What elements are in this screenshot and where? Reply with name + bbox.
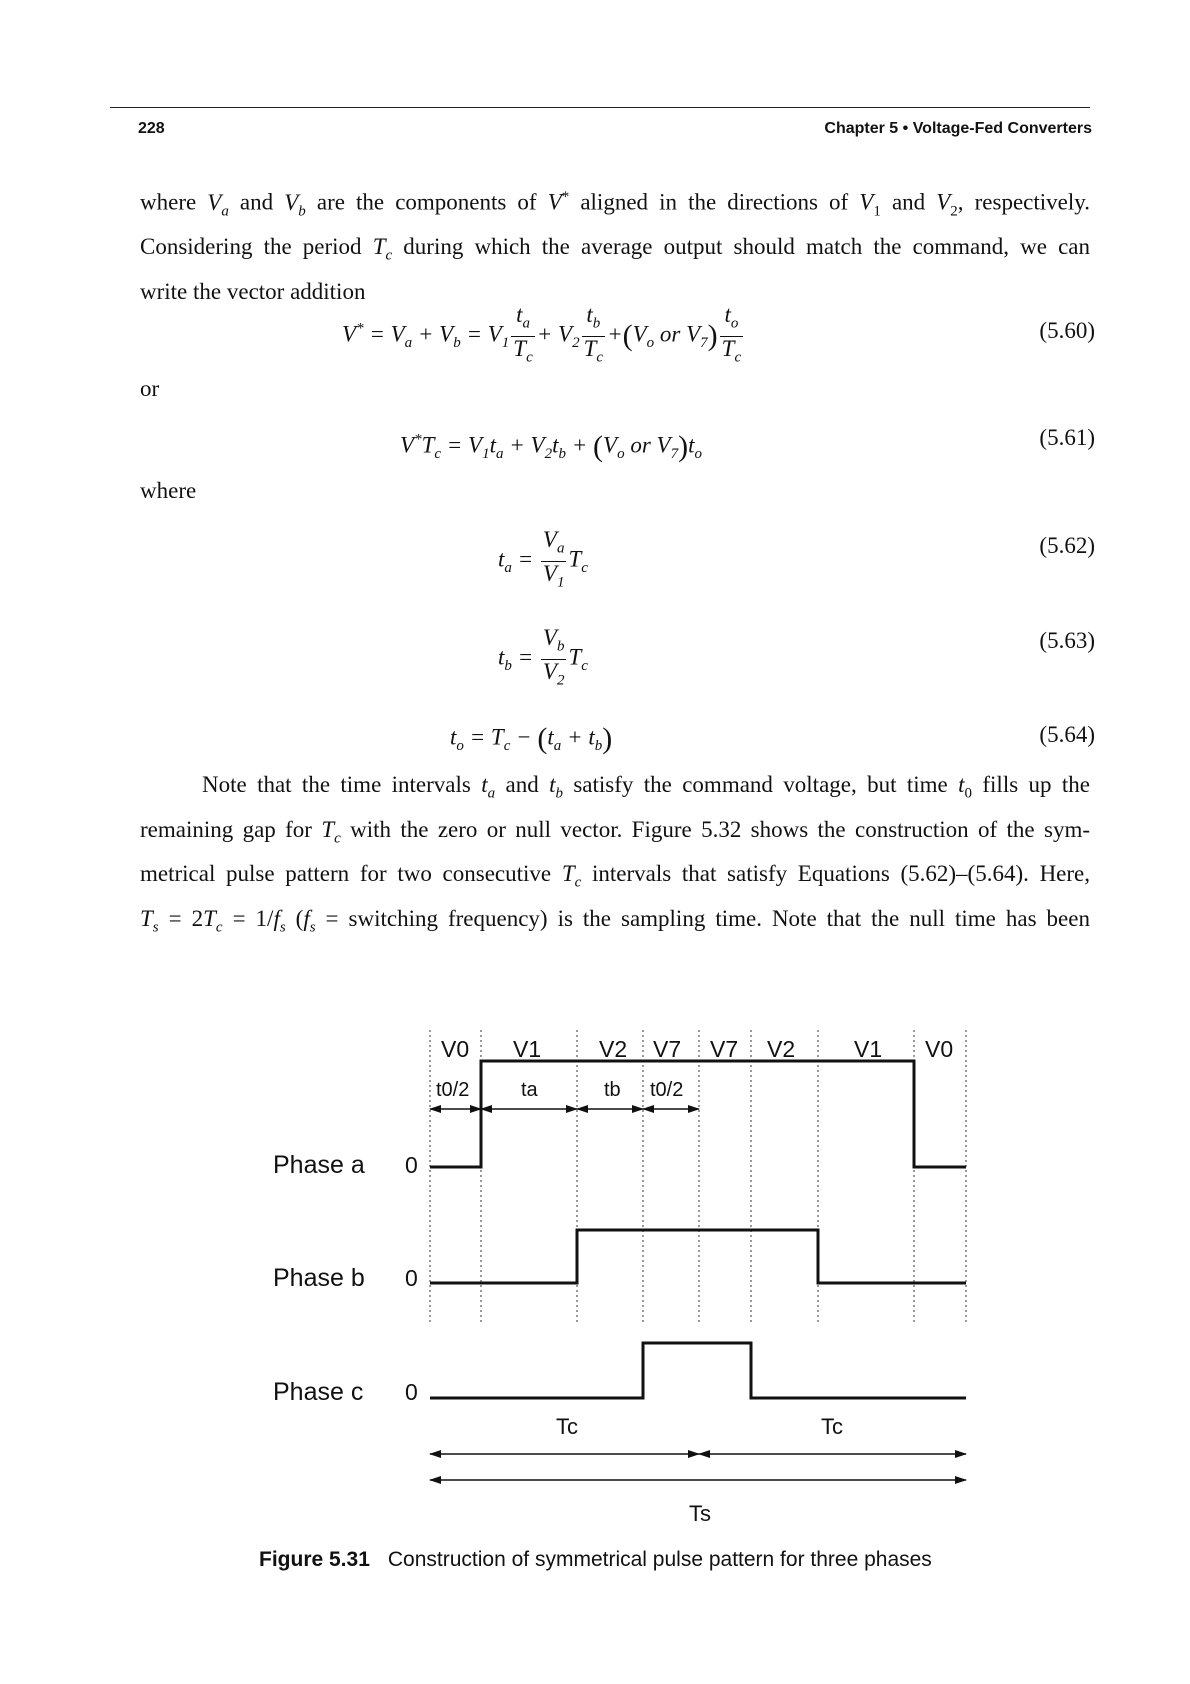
paragraph-body	[140, 767, 1090, 945]
equation-number: (5.60)	[1039, 318, 1095, 343]
equation-5-61: $V^*T_c = V_1t_a + V_2t_b + (V_o$ or $V_7)t_o$	[400, 430, 702, 463]
caption-label: Figure 5.31	[259, 1548, 370, 1571]
phase-label: Phase b	[273, 1264, 365, 1292]
paragraph-line: Considering the period $T_c$ during which the average output should match the command, we can	[140, 234, 1091, 264]
tc-label: Tc	[556, 1414, 578, 1439]
vector-label: V2	[599, 1036, 628, 1062]
vector-label: V7	[710, 1036, 739, 1062]
equation-number: (5.63)	[1039, 628, 1095, 653]
phase-label: Phase a	[273, 1151, 365, 1179]
ts-label: Ts	[689, 1501, 711, 1526]
header-rule	[110, 107, 1090, 108]
equation-5-62: $t_a$ = $\frac{V_a}{V_1}$ $T_c$	[498, 527, 588, 591]
phase-c-waveform	[430, 1343, 966, 1398]
zero-label: 0	[405, 1265, 418, 1291]
interval-label: tb	[604, 1079, 621, 1101]
equation-5-63: $t_b$ = $\frac{V_b}{V_2}$ $T_c$	[498, 625, 588, 689]
equation-5-60: $V^* = V_a + V_b = V_1$ $\frac{t_a}{T_c}$ + $V_2$ $\frac{t_b}{T_c}$ $+(V_o$ or $V_7$) $\frac{t_o}{T_c}$	[342, 302, 742, 366]
equation-number: (5.62)	[1039, 533, 1095, 558]
paragraph-line: where $V_a$ and $V_b$ are the components of V* aligned in the directions of $V_1$ and $V_2$, respectively.	[140, 189, 1091, 220]
zero-label: 0	[405, 1379, 418, 1405]
paragraph-line: $T_s = 2T_c = 1/f_s$ ($f_s$ = switching frequency) is the sampling time. Note that the null time has been	[140, 905, 1090, 936]
phase-labels	[273, 1151, 365, 1406]
word-where: where	[140, 478, 197, 503]
interval-label: t0/2	[650, 1079, 684, 1101]
paragraph-intro	[140, 180, 1090, 309]
vector-label: V1	[854, 1036, 883, 1062]
figure-caption	[259, 1548, 932, 1572]
paragraph-line: metrical pulse pattern for two consecutive $T_c$ intervals that satisfy Equations (5.62)–(5.64). Here,	[140, 861, 1090, 891]
paragraph-line: remaining gap for $T_c$ with the zero or null vector. Figure 5.32 shows the construction of the sym-	[140, 816, 1090, 847]
divider-lines	[430, 1030, 966, 1322]
zero-label: 0	[405, 1152, 418, 1178]
interval-labels	[436, 1079, 683, 1101]
equation-number: (5.61)	[1039, 425, 1095, 450]
tc-label: Tc	[821, 1414, 843, 1439]
phase-label: Phase c	[273, 1378, 364, 1406]
vector-label: V7	[653, 1036, 682, 1062]
vector-label: V0	[925, 1036, 954, 1062]
interval-label: t0/2	[436, 1079, 470, 1101]
paragraph-line: Note that the time intervals $t_a$ and $t_b$ satisfy the command voltage, but time $t_0$ fills up the	[202, 772, 1091, 802]
phase-a-waveform	[430, 1061, 966, 1167]
interval-label: ta	[521, 1079, 538, 1101]
paragraph-line: write the vector addition	[140, 278, 366, 304]
vector-label: V0	[441, 1036, 470, 1062]
zero-labels	[405, 1152, 418, 1405]
vector-label: V1	[513, 1036, 542, 1062]
equation-number: (5.64)	[1039, 722, 1095, 747]
vector-label: V2	[767, 1036, 796, 1062]
phase-waveforms	[430, 1061, 966, 1398]
running-head: Chapter 5 • Voltage-Fed Converters	[824, 120, 1092, 137]
tc-labels	[556, 1414, 843, 1439]
vector-labels	[441, 1036, 953, 1062]
phase-b-waveform	[430, 1230, 966, 1283]
equation-5-64: $t_o = T_c - (t_a + t_b)$	[450, 722, 613, 755]
pulse-pattern-figure	[0, 1000, 1190, 1540]
page-number: 228	[138, 120, 165, 137]
caption-text: Construction of symmetrical pulse pattern for three phases	[387, 1548, 932, 1571]
word-or: or	[140, 376, 160, 401]
